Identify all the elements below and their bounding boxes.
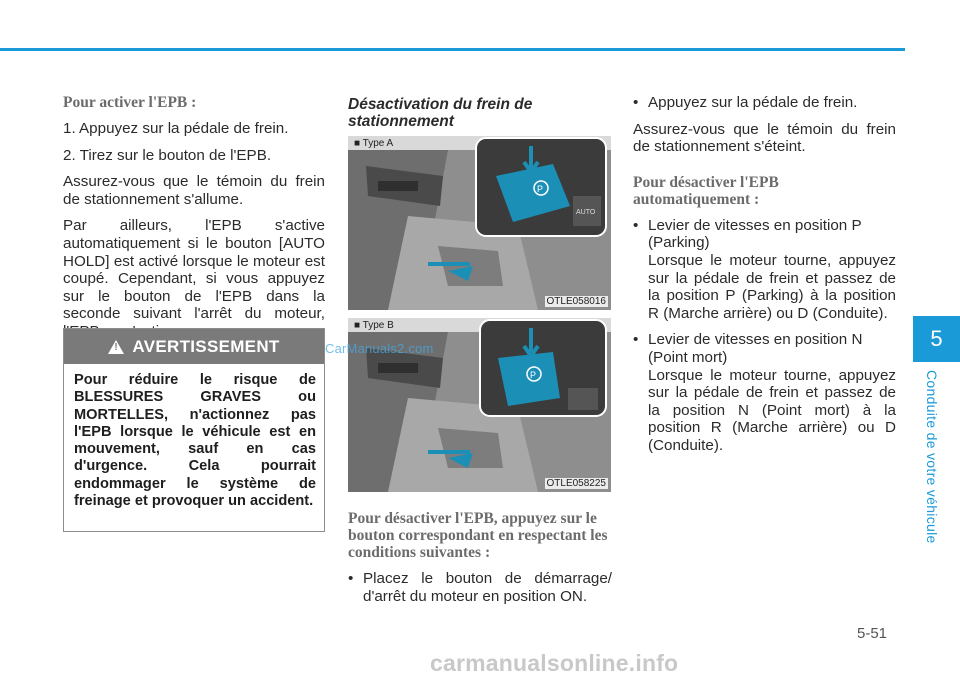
bullet-park-position: • Levier de vitesses en position P (Parking) xyxy=(633,217,896,252)
warning-body: Pour réduire le risque de BLESSURES GRAVES ou MORTELLES, n'actionnez pas l'EPB lorsque le véhicule est en mouvement, sauf en cas d'urgence. Cela pourrait endommager le système de freinage et provoquer un accident. xyxy=(74,372,316,510)
paragraph-indicator-on: Assurez-vous que le témoin du frein de stationnement s'allume. xyxy=(63,173,325,208)
figure-tag-type-b: ■ Type B xyxy=(354,320,394,331)
car-interior-illustration-a xyxy=(348,136,611,310)
bullet-press-brake: • Appuyez sur la pédale de frein. xyxy=(633,94,896,112)
paragraph-park-procedure: Lorsque le moteur tourne, appuyez sur la pédale de frein et passez de la position P (Parking) à la position R (Marche arrière) ou D (Conduite). xyxy=(648,251,896,322)
section-heading-activate: Pour activer l'EPB : xyxy=(63,94,197,111)
figure-tag-type-a: ■ Type A xyxy=(354,138,394,149)
step-1: 1. Appuyez sur la pédale de frein. xyxy=(63,120,289,137)
column-deactivate-conditions xyxy=(348,510,612,614)
section-heading-auto-deactivate: Pour désactiver l'EPB automatiquement : xyxy=(633,173,779,208)
chapter-title: Conduite de votre véhicule xyxy=(924,370,940,544)
column-deactivate-epb xyxy=(348,96,612,139)
bullet-neutral-position: • Levier de vitesses en position N (Point mort) xyxy=(633,331,896,366)
watermark: CarManuals2.com xyxy=(325,341,434,356)
warning-triangle-icon xyxy=(108,340,124,354)
figure-code-a: OTLE058016 xyxy=(546,296,606,307)
column-auto-deactivate xyxy=(633,94,896,464)
page-number: 5-51 xyxy=(857,625,888,642)
column-activate-epb xyxy=(63,94,325,350)
section-heading-deactivate: Désactivation du frein de stationnement xyxy=(348,96,533,130)
warning-header xyxy=(64,329,324,364)
step-2: 2. Tirez sur le bouton de l'EPB. xyxy=(63,146,272,164)
figure-code-b: OTLE058225 xyxy=(546,478,606,489)
svg-text:AUTO: AUTO xyxy=(576,209,596,216)
bullet-start-button-on: • Placez le bouton de démarrage/ d'arrêt du moteur en position ON. xyxy=(348,570,612,605)
warning-title: AVERTISSEMENT xyxy=(132,336,280,356)
chapter-title-vertical xyxy=(922,370,942,550)
svg-text:P: P xyxy=(537,184,544,194)
paragraph-indicator-off: Assurez-vous que le témoin du frein de stationnement s'éteint. xyxy=(633,120,896,156)
paragraph-auto-hold: Par ailleurs, l'EPB s'active automatiquement si le bouton [AUTO HOLD] est activé lorsque le moteur est coupé. Cependant, si vous appuyez sur le bouton de l'EPB dans la seconde suivant l'arrêt du moteur, xyxy=(63,217,325,323)
paragraph-neutral-procedure: Lorsque le moteur tourne, appuyez sur la pédale de frein et passez de la position N (Point mort) à la position R (Marche arrière) ou D (Conduite). xyxy=(648,366,896,454)
footer-watermark: carmanualsonline.info xyxy=(430,650,679,676)
figure-type-a xyxy=(348,136,611,310)
svg-text:P: P xyxy=(530,370,537,380)
top-rule xyxy=(0,48,905,51)
warning-box xyxy=(63,328,325,532)
subheading-conditions: Pour désactiver l'EPB, appuyez sur le bouton correspondant en respectant les conditions suivantes : xyxy=(348,510,608,561)
chapter-tab: 5 xyxy=(913,316,960,362)
